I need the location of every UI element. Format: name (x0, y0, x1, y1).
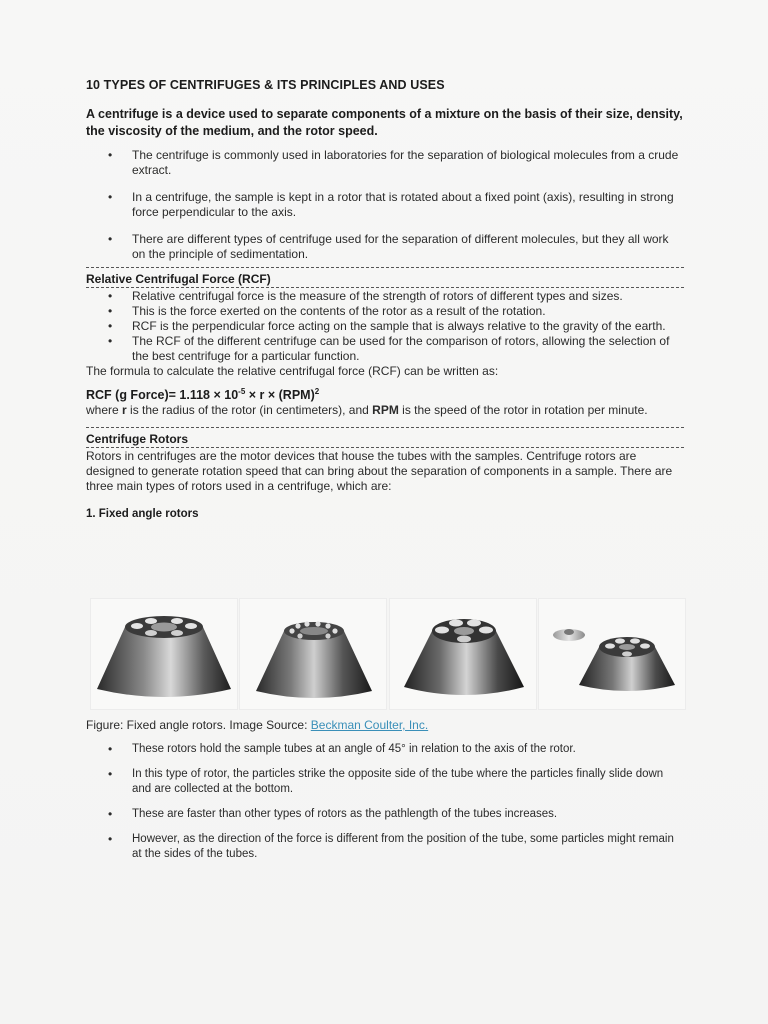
rotors-heading: Centrifuge Rotors (86, 432, 188, 447)
list-item: • However, as the direction of the force is different from the position of the tube, some particles might remain at the sides of the tubes. (86, 832, 684, 862)
rotor-figure-row (90, 598, 686, 708)
rotors-paragraph: Rotors in centrifuges are the motor devices that house the tubes with the samples. Centrifuge rotors are designed to generate rotation speed that can bring about the separation of components in a sample. There are three main types of rotors used in a centrifuge, which are: (86, 449, 673, 494)
document-content (86, 78, 684, 520)
rotor-image-4 (538, 598, 686, 710)
rotor-image-1 (90, 598, 238, 710)
list-item: • These are faster than other types of rotors as the pathlength of the tubes increases. (86, 807, 684, 822)
figure-caption: Figure: Fixed angle rotors. Image Source: Beckman Coulter, Inc. (86, 718, 429, 732)
rcf-bullet-list (86, 289, 684, 364)
intro-bullet-list (86, 148, 684, 262)
rcf-formula: RCF (g Force)= $1.118 \times 10^{-5} \times r \times (RPM)^2$ (86, 387, 320, 403)
list-item: • These rotors hold the sample tubes at an angle of 45° in relation to the axis of the rotor. (86, 742, 684, 757)
intro-paragraph: A centrifuge is a device used to separate components of a mixture on the basis of their size, density, the viscosity of the medium, and the rotor speed. (86, 107, 683, 138)
fixed-angle-subheading: 1. Fixed angle rotors (86, 508, 199, 521)
list-item: • In this type of rotor, the particles strike the opposite side of the tube where the particles finally slide down and are collected at the bottom. (86, 767, 684, 797)
document-title: 10 TYPES OF CENTRIFUGES & ITS PRINCIPLES AND USES (86, 78, 445, 92)
section-divider (86, 447, 684, 448)
source-link[interactable]: Beckman Coulter, Inc. (310, 718, 429, 732)
list-item: • In a centrifuge, the sample is kept in a rotor that is rotated about a fixed point (axis), resulting in strong force perpendicular to the axis. (86, 190, 684, 220)
list-item: • The centrifuge is commonly used in laboratories for the separation of biological molecules from a crude extract. (86, 148, 684, 178)
rcf-heading: Relative Centrifugal Force (RCF) (86, 272, 271, 286)
list-item: • There are different types of centrifuge used for the separation of different molecules, but they all work on the principle of sedimentation. (86, 232, 684, 262)
rotor-image-3 (389, 598, 537, 710)
list-item: • Relative centrifugal force is the measure of the strength of rotors of different types and sizes. (86, 289, 684, 304)
fixed-angle-bullet-list (86, 742, 684, 872)
formula-explanation: where r is the radius of the rotor (in centimeters), and RPM is the speed of the rotor in rotation per minute. (86, 403, 648, 418)
list-item: • RCF is the perpendicular force acting on the sample that is always relative to the gravity of the earth. (86, 319, 684, 334)
formula-intro: The formula to calculate the relative centrifugal force (RCF) can be written as: (86, 364, 499, 378)
list-item: • The RCF of the different centrifuge can be used for the comparison of rotors, allowing the selection of the best centrifuge for a particular function. (86, 334, 684, 364)
section-divider (86, 287, 684, 288)
list-item: • This is the force exerted on the contents of the rotor as a result of the rotation. (86, 304, 684, 319)
rotor-image-2 (239, 598, 387, 710)
